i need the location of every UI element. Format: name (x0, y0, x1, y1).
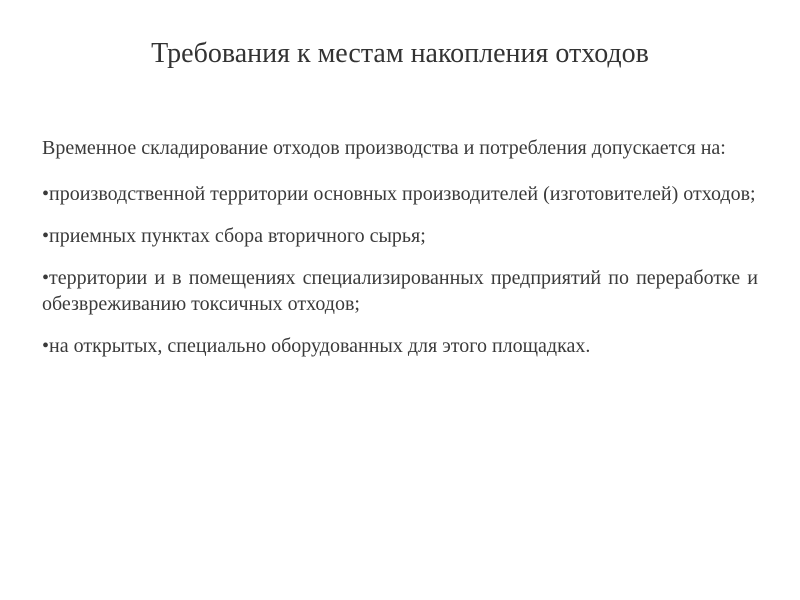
list-item-text: приемных пунктах сбора вторичного сырья; (49, 225, 426, 247)
list-item (42, 181, 758, 207)
bullet-marker: • (42, 335, 50, 357)
list-item (42, 223, 758, 249)
list-item (42, 333, 758, 359)
list-item-text: на открытых, специально оборудованных для этого площадках. (49, 335, 591, 357)
bullet-marker: • (42, 183, 50, 205)
slide-content (42, 135, 758, 375)
list-item (42, 265, 758, 317)
list-item-text: производственной территории основных производителей (изготовителей) отходов; (49, 183, 756, 205)
bullet-list (42, 181, 758, 359)
intro-paragraph: Временное складирование отходов производства и потребления допускается на: (42, 137, 726, 159)
slide-title: Требования к местам накопления отходов (151, 38, 649, 69)
bullet-marker: • (42, 267, 50, 289)
list-item-text: территории и в помещениях специализированных предприятий по переработке и обезвреживанию токсичных отходов; (42, 267, 758, 315)
bullet-marker: • (42, 225, 50, 247)
